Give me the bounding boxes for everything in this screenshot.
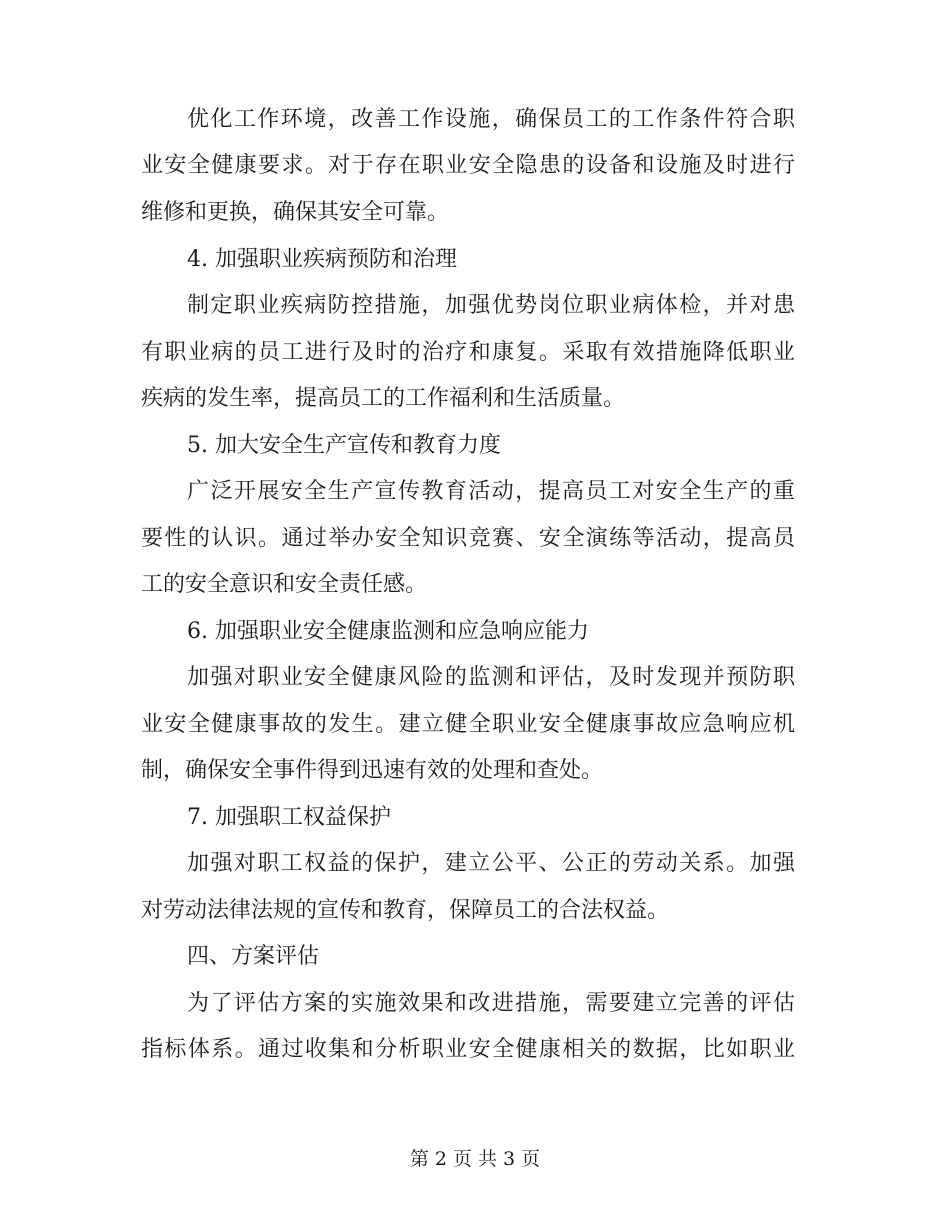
paragraph-line: 要性的认识。通过举办安全知识竞赛、安全演练等活动，提高员 [141, 526, 795, 551]
section-heading: 四、方案评估 [187, 944, 320, 969]
paragraph-line: 工的安全意识和安全责任感。 [141, 572, 428, 597]
paragraph-line: 有职业病的员工进行及时的治疗和康复。采取有效措施降低职业 [141, 340, 795, 365]
paragraph-line: 加强对职业安全健康风险的监测和评估，及时发现并预防职 [187, 665, 795, 690]
paragraph-line: 疾病的发生率，提高员工的工作福利和生活质量。 [141, 386, 626, 411]
paragraph-line: 加强对职工权益的保护，建立公平、公正的劳动关系。加强 [187, 851, 795, 876]
paragraph-line: 广泛开展安全生产宣传教育活动，提高员工对安全生产的重 [187, 479, 795, 504]
page-number-footer: 第 2 页 共 3 页 [409, 1148, 541, 1170]
paragraph-line: 对劳动法律法规的宣传和教育，保障员工的合法权益。 [141, 898, 670, 923]
paragraph-line: 指标体系。通过收集和分析职业安全健康相关的数据，比如职业 [141, 1037, 795, 1062]
section-heading: 7. 加强职工权益保护 [187, 805, 391, 830]
paragraph-line: 制定职业疾病防控措施，加强优势岗位职业病体检，并对患 [187, 293, 795, 318]
paragraph-line: 业安全健康事故的发生。建立健全职业安全健康事故应急响应机 [141, 712, 795, 737]
paragraph-line: 优化工作环境，改善工作设施，确保员工的工作条件符合职 [187, 107, 795, 132]
paragraph-line: 维修和更换，确保其安全可靠。 [141, 200, 450, 225]
section-heading: 5. 加大安全生产宣传和教育力度 [187, 433, 501, 458]
paragraph-line: 业安全健康要求。对于存在职业安全隐患的设备和设施及时进行 [141, 153, 795, 178]
section-heading: 6. 加强职业安全健康监测和应急响应能力 [187, 619, 589, 644]
paragraph-line: 为了评估方案的实施效果和改进措施，需要建立完善的评估 [187, 991, 795, 1016]
section-heading: 4. 加强职业疾病预防和治理 [187, 247, 457, 272]
paragraph-line: 制，确保安全事件得到迅速有效的处理和查处。 [141, 758, 604, 783]
